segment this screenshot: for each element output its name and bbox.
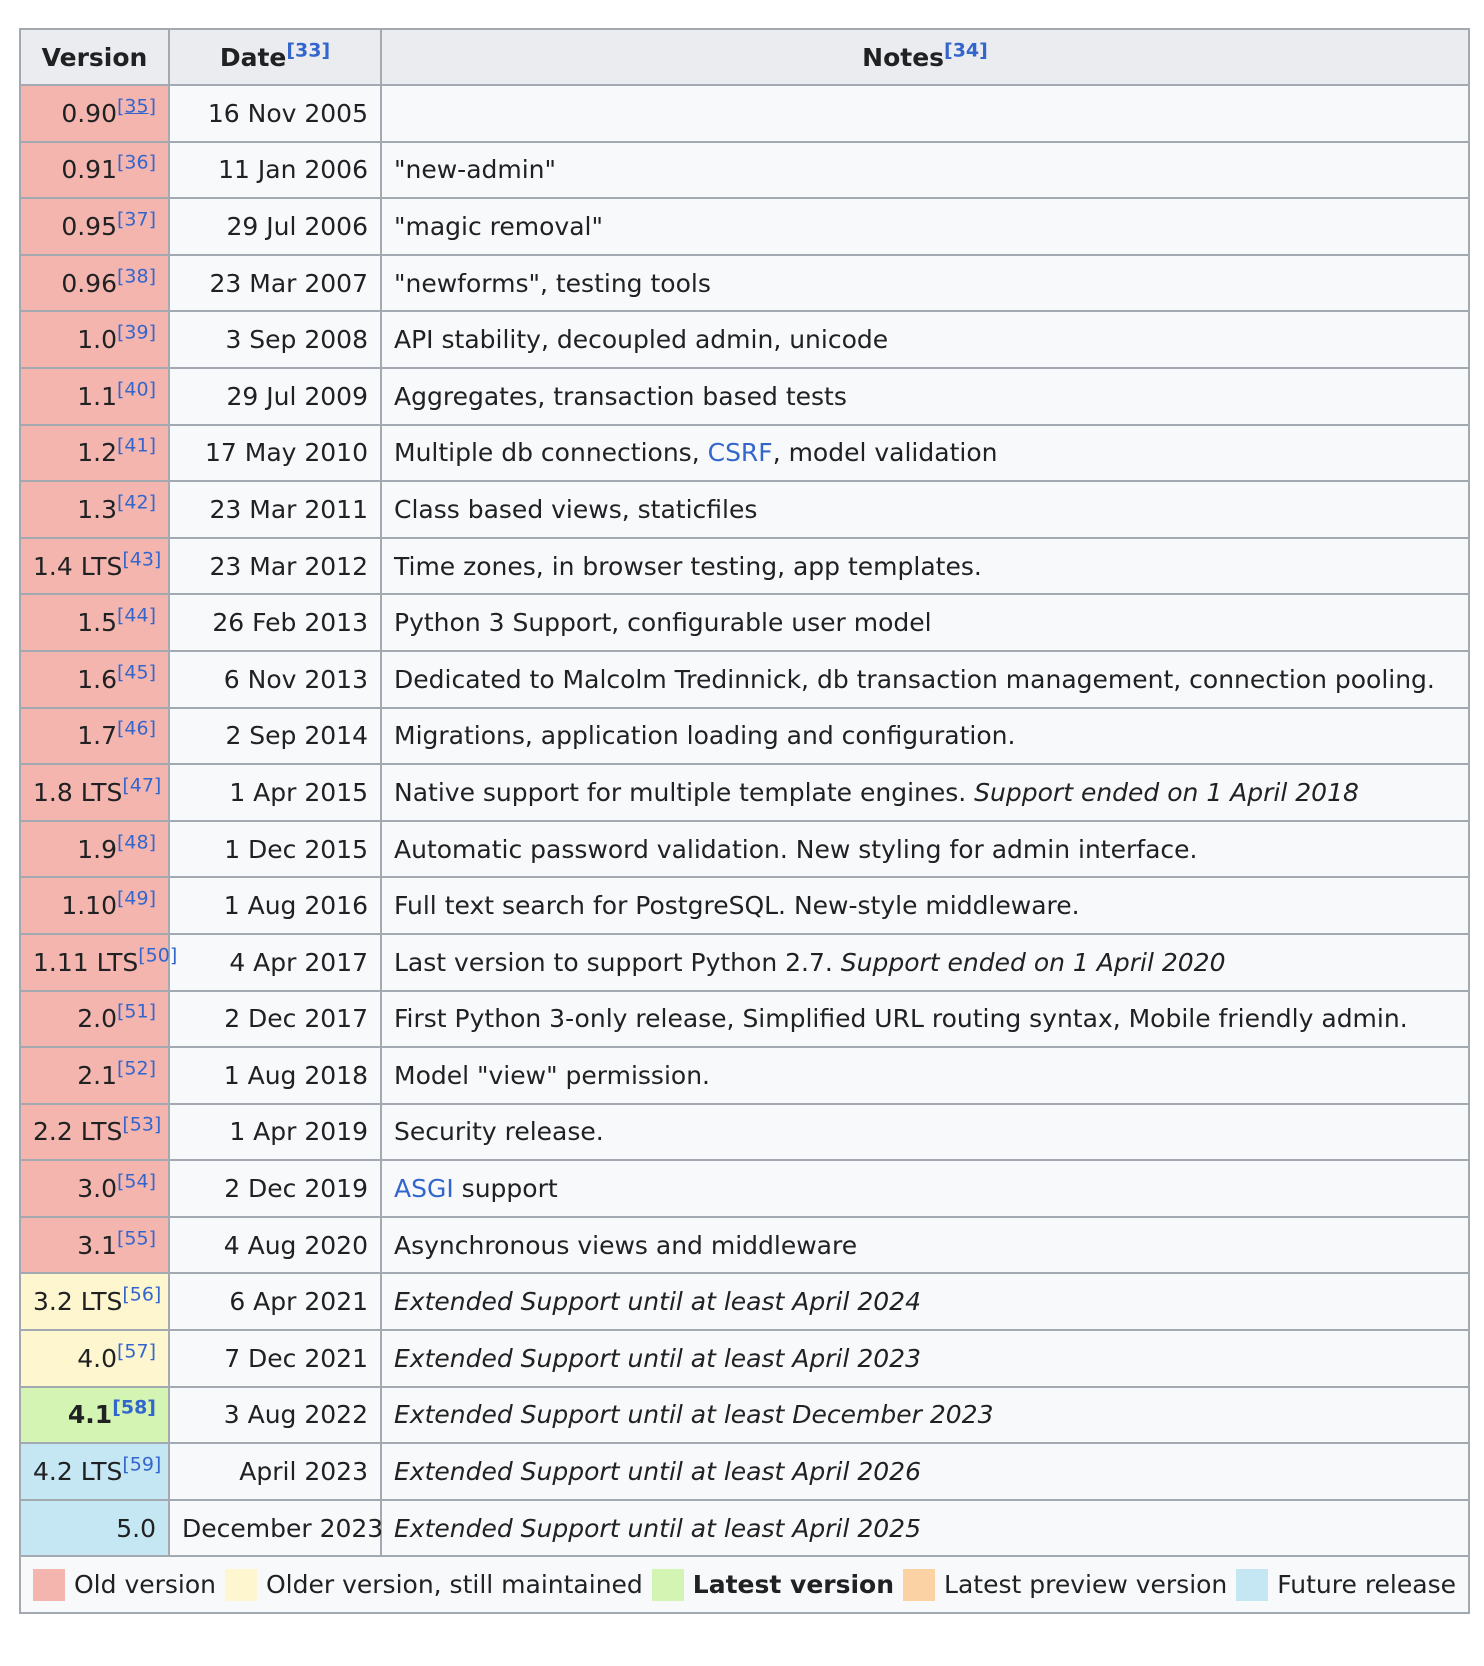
version-label: 4.0: [77, 1343, 117, 1373]
version-label: 1.3: [77, 494, 117, 524]
notes-text: Model "view" permission.: [394, 1060, 710, 1090]
notes-text: First Python 3-only release, Simplified URL routing syntax, Mobile friendly admin.: [394, 1004, 1408, 1034]
version-cell: [20, 255, 169, 312]
version-label: 3.2 LTS: [33, 1287, 123, 1317]
notes-text: Last version to support Python 2.7.: [394, 947, 841, 977]
table-row: [20, 1047, 1469, 1104]
notes-cell: [381, 425, 1469, 482]
notes-text: Aggregates, transaction based tests: [394, 381, 847, 411]
date-ref-link[interactable]: [33]: [286, 39, 331, 62]
version-cell: [20, 1160, 169, 1217]
reference-link[interactable]: [53]: [122, 1114, 162, 1137]
reference-link[interactable]: [49]: [116, 887, 156, 910]
version-label: 2.0: [77, 1004, 117, 1034]
table-row: [20, 1217, 1469, 1274]
notes-cell: [381, 1160, 1469, 1217]
version-label: 3.1: [77, 1230, 117, 1260]
date-cell: 23 Mar 2011: [169, 481, 381, 538]
date-cell: 1 Aug 2016: [169, 877, 381, 934]
date-cell: 1 Dec 2015: [169, 821, 381, 878]
version-cell: [20, 538, 169, 595]
reference-link[interactable]: [54]: [116, 1170, 156, 1193]
table-row: [20, 1330, 1469, 1387]
version-label: 1.11 LTS: [33, 947, 139, 977]
reference-link[interactable]: [56]: [122, 1283, 162, 1306]
notes-cell: [381, 877, 1469, 934]
notes-cell: [381, 821, 1469, 878]
version-cell: [20, 821, 169, 878]
version-label: 0.91: [61, 155, 117, 185]
notes-cell: [381, 594, 1469, 651]
date-cell: 11 Jan 2006: [169, 142, 381, 199]
version-cell: [20, 1387, 169, 1444]
reference-link[interactable]: [57]: [116, 1340, 156, 1363]
date-cell: 29 Jul 2006: [169, 198, 381, 255]
legend-label: Old version: [74, 1570, 217, 1600]
reference-link[interactable]: [47]: [122, 774, 162, 797]
table-row: [20, 198, 1469, 255]
date-cell: 6 Nov 2013: [169, 651, 381, 708]
notes-ref-link[interactable]: [34]: [944, 39, 988, 62]
table-row: [20, 142, 1469, 199]
legend-item-latest: [652, 1569, 894, 1601]
notes-cell: [381, 142, 1469, 199]
notes-text: Dedicated to Malcolm Tredinnick, db transaction management, connection pooling.: [394, 664, 1435, 694]
version-label: 5.0: [116, 1513, 156, 1543]
notes-italic-text: Extended Support until at least April 2024: [394, 1287, 921, 1317]
version-label: 1.4 LTS: [33, 551, 123, 581]
version-label: 1.6: [77, 664, 117, 694]
reference-link[interactable]: [39]: [116, 321, 156, 344]
version-label: 0.96: [61, 268, 117, 298]
legend-label: Future release: [1277, 1570, 1456, 1600]
notes-text: API stability, decoupled admin, unicode: [394, 325, 889, 355]
version-cell: [20, 1330, 169, 1387]
reference-link[interactable]: [59]: [122, 1453, 162, 1476]
release-history-table: [19, 28, 1470, 1614]
reference-link[interactable]: [35]: [116, 95, 156, 118]
legend-item-old: [33, 1569, 216, 1601]
notes-cell: [381, 1047, 1469, 1104]
version-cell: [20, 1273, 169, 1330]
version-cell: [20, 481, 169, 538]
notes-cell: [381, 198, 1469, 255]
reference-link[interactable]: [46]: [116, 718, 156, 740]
table-row: [20, 538, 1469, 595]
table-row: [20, 255, 1469, 312]
legend-swatch: [225, 1569, 257, 1601]
date-cell: 4 Apr 2017: [169, 934, 381, 991]
notes-italic-text: Extended Support until at least April 2025: [394, 1513, 921, 1543]
table-row: [20, 1104, 1469, 1161]
notes-text: Python 3 Support, configurable user model: [394, 608, 932, 638]
table-row: [20, 821, 1469, 878]
legend-label: Latest version: [692, 1570, 895, 1600]
version-label: 1.2: [77, 438, 117, 468]
version-cell: [20, 1104, 169, 1161]
version-cell: [20, 877, 169, 934]
reference-link[interactable]: [41]: [116, 435, 156, 458]
notes-cell: [381, 934, 1469, 991]
version-cell: [20, 708, 169, 765]
version-label: 1.5: [77, 608, 117, 638]
notes-cell: [381, 1273, 1469, 1330]
legend-item-future: [1236, 1569, 1456, 1601]
table-row: [20, 934, 1469, 991]
date-cell: 29 Jul 2009: [169, 368, 381, 425]
date-cell: April 2023: [169, 1443, 381, 1500]
version-label: 1.8 LTS: [33, 777, 123, 807]
notes-cell: [381, 1500, 1469, 1557]
table-row: [20, 425, 1469, 482]
notes-text: Asynchronous views and middleware: [394, 1230, 858, 1260]
notes-link[interactable]: ASGI: [394, 1174, 454, 1204]
reference-link[interactable]: [37]: [116, 208, 156, 231]
version-cell: [20, 991, 169, 1048]
notes-italic-text: Extended Support until at least December 2023: [394, 1400, 994, 1430]
version-cell: [20, 142, 169, 199]
version-label: 1.1: [77, 381, 117, 411]
notes-cell: [381, 651, 1469, 708]
version-label: 4.1: [67, 1400, 113, 1430]
notes-cell: [381, 1443, 1469, 1500]
notes-cell: [381, 538, 1469, 595]
version-label: 0.95: [61, 211, 117, 241]
notes-cell: [381, 764, 1469, 821]
notes-text: Security release.: [394, 1117, 604, 1147]
reference-link[interactable]: [51]: [116, 1000, 156, 1023]
table-row: [20, 764, 1469, 821]
date-cell: 26 Feb 2013: [169, 594, 381, 651]
notes-cell: [381, 368, 1469, 425]
reference-link[interactable]: [42]: [116, 491, 156, 514]
version-cell: [20, 764, 169, 821]
table-row: [20, 481, 1469, 538]
date-cell: 16 Nov 2005: [169, 85, 381, 142]
notes-cell: [381, 1104, 1469, 1161]
date-cell: 17 May 2010: [169, 425, 381, 482]
date-cell: 23 Mar 2012: [169, 538, 381, 595]
date-cell: December 2023: [169, 1500, 381, 1557]
notes-header: Notes[34]: [381, 29, 1469, 85]
version-header: Version: [20, 29, 169, 85]
legend-swatch: [1236, 1569, 1268, 1601]
date-cell: 23 Mar 2007: [169, 255, 381, 312]
version-label: 4.2 LTS: [33, 1457, 123, 1487]
legend: [33, 1569, 1456, 1601]
table-row: [20, 368, 1469, 425]
legend-swatch: [33, 1569, 65, 1601]
reference-link[interactable]: [40]: [116, 378, 156, 401]
notes-cell: [381, 85, 1469, 142]
legend-item-preview: [903, 1569, 1227, 1601]
reference-link[interactable]: [52]: [116, 1057, 156, 1080]
version-label: 2.2 LTS: [33, 1117, 123, 1147]
version-cell: [20, 934, 178, 991]
date-cell: 2 Dec 2019: [169, 1160, 381, 1217]
notes-text: Multiple db connections,: [394, 438, 708, 468]
table-row: [20, 1273, 1469, 1330]
date-header: Date[33]: [169, 29, 381, 85]
version-label: 0.90: [61, 98, 117, 128]
legend-label: Latest preview version: [944, 1570, 1228, 1600]
version-label: 1.0: [77, 325, 117, 355]
table-row: [20, 991, 1469, 1048]
notes-cell: [381, 991, 1469, 1048]
table-row: [20, 594, 1469, 651]
version-cell: [20, 368, 169, 425]
date-cell: 2 Sep 2014: [169, 708, 381, 765]
notes-italic-text: Support ended on 1 April 2020: [840, 947, 1226, 977]
reference-link[interactable]: [44]: [116, 604, 156, 627]
version-cell: [20, 1443, 169, 1500]
table-row: [20, 311, 1469, 368]
version-label: 1.9: [77, 834, 117, 864]
date-cell: 4 Aug 2020: [169, 1217, 381, 1274]
version-cell: [20, 425, 169, 482]
version-cell: [20, 651, 169, 708]
notes-text: "newforms", testing tools: [394, 268, 711, 298]
version-cell: [20, 1217, 169, 1274]
reference-link[interactable]: [58]: [112, 1397, 156, 1420]
notes-text: Class based views, staticfiles: [394, 494, 758, 524]
version-cell: [20, 1047, 169, 1104]
date-cell: 1 Apr 2015: [169, 764, 381, 821]
notes-text: Full text search for PostgreSQL. New-style middleware.: [394, 891, 1080, 921]
notes-text: , model validation: [772, 438, 998, 468]
notes-cell: [381, 708, 1469, 765]
table-row: [20, 651, 1469, 708]
notes-text: Native support for multiple template engines.: [394, 777, 975, 807]
notes-link[interactable]: CSRF: [707, 438, 773, 468]
table-row: [20, 1443, 1469, 1500]
reference-link[interactable]: [36]: [116, 152, 156, 175]
date-cell: 3 Sep 2008: [169, 311, 381, 368]
legend-label: Older version, still maintained: [266, 1570, 643, 1600]
notes-italic-text: Extended Support until at least April 2026: [394, 1457, 921, 1487]
table-row: [20, 1160, 1469, 1217]
date-cell: 2 Dec 2017: [169, 991, 381, 1048]
reference-link[interactable]: [43]: [122, 548, 162, 571]
reference-link[interactable]: [55]: [116, 1227, 156, 1250]
version-cell: [20, 85, 169, 142]
reference-link[interactable]: [38]: [116, 265, 156, 288]
notes-cell: [381, 255, 1469, 312]
notes-text: "magic removal": [394, 211, 603, 241]
version-cell: [20, 1500, 169, 1557]
date-cell: 7 Dec 2021: [169, 1330, 381, 1387]
reference-link[interactable]: [45]: [116, 661, 156, 684]
table-row: [20, 877, 1469, 934]
table-row: [20, 708, 1469, 765]
notes-text: support: [453, 1174, 558, 1204]
notes-cell: [381, 481, 1469, 538]
notes-cell: [381, 311, 1469, 368]
notes-italic-text: Extended Support until at least April 2023: [394, 1343, 921, 1373]
reference-link[interactable]: [50]: [138, 944, 178, 967]
version-cell: [20, 198, 169, 255]
version-label: 3.0: [77, 1174, 117, 1204]
table-row: [20, 85, 1469, 142]
legend-item-older: [225, 1569, 643, 1601]
notes-cell: [381, 1330, 1469, 1387]
notes-text: Time zones, in browser testing, app templates.: [394, 551, 982, 581]
version-label: 2.1: [77, 1060, 117, 1090]
notes-italic-text: Support ended on 1 April 2018: [974, 777, 1359, 807]
notes-text: Automatic password validation. New styling for admin interface.: [394, 834, 1198, 864]
date-cell: 1 Aug 2018: [169, 1047, 381, 1104]
table-row: [20, 1387, 1469, 1444]
table-row: [20, 1500, 1469, 1557]
notes-cell: [381, 1387, 1469, 1444]
legend-swatch: [903, 1569, 935, 1601]
header-row: [20, 29, 1469, 85]
legend-swatch: [652, 1569, 684, 1601]
date-cell: 1 Apr 2019: [169, 1104, 381, 1161]
version-label: 1.7: [77, 721, 117, 751]
date-cell: 3 Aug 2022: [169, 1387, 381, 1444]
version-cell: [20, 311, 169, 368]
notes-text: "new-admin": [394, 155, 557, 185]
version-label: 1.10: [61, 891, 117, 921]
date-cell: 6 Apr 2021: [169, 1273, 381, 1330]
reference-link[interactable]: [48]: [116, 831, 156, 854]
version-cell: [20, 594, 169, 651]
legend-row: [20, 1556, 1469, 1613]
notes-text: Migrations, application loading and configuration.: [394, 721, 1016, 751]
notes-cell: [381, 1217, 1469, 1274]
